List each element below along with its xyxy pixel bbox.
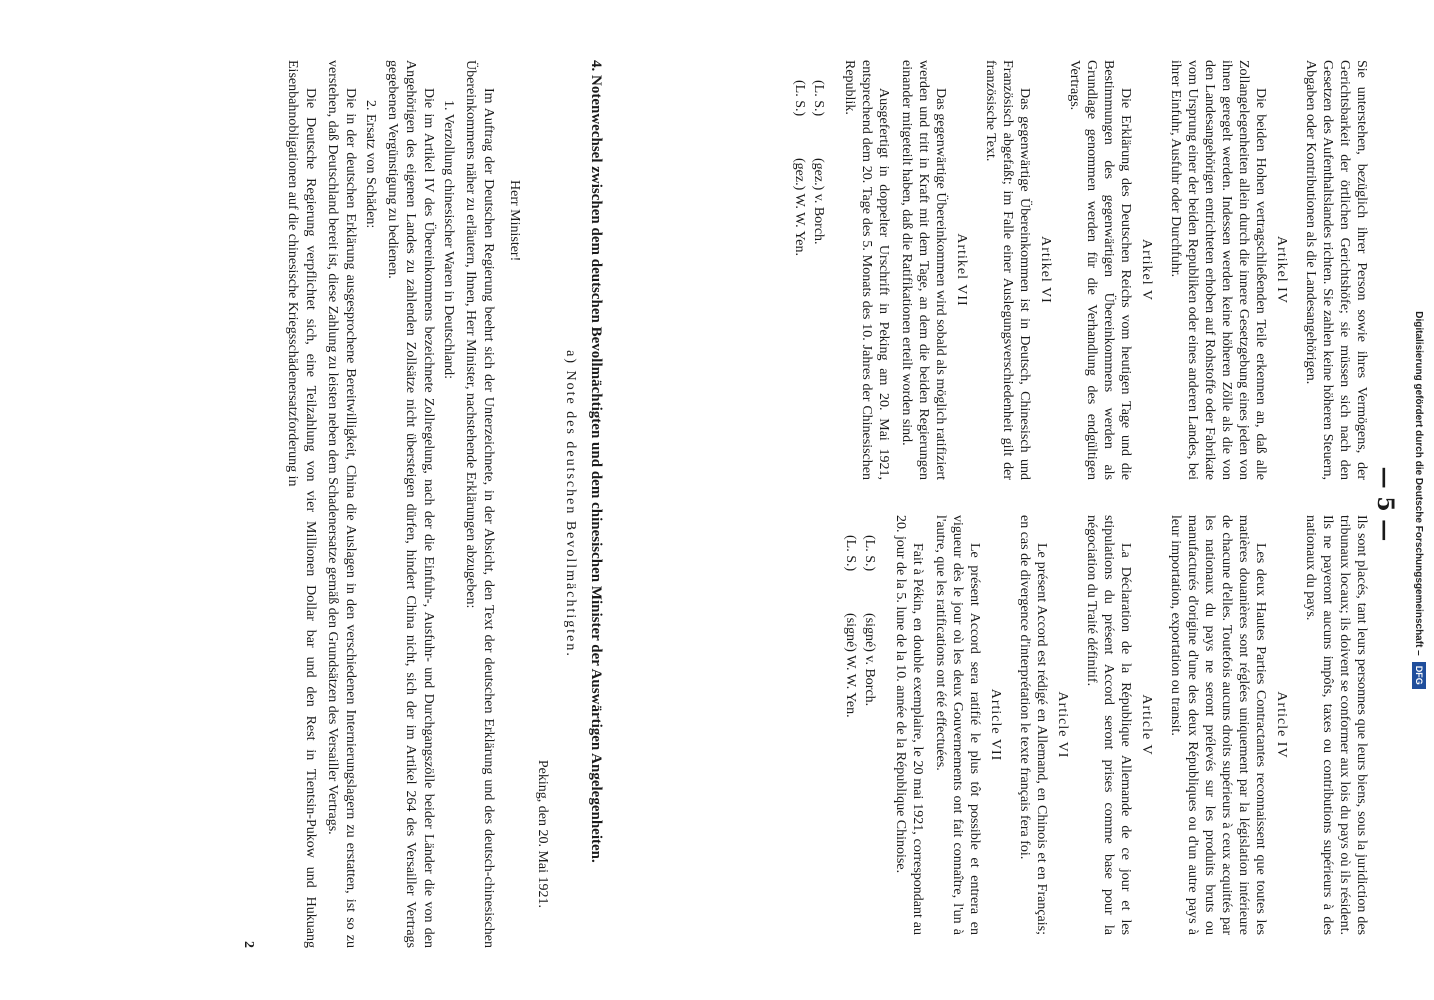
rotated-document-page (140, 60, 1420, 948)
german-column (789, 60, 1370, 480)
french-article-4-title: Article IV (1274, 691, 1289, 759)
french-signature-2: (signé) W. W. Yen. (843, 613, 858, 718)
note-subheading: a) Note des deutschen Bevollmächtigten. (563, 350, 578, 658)
note-item-1: 1. Verzollung chinesischer Waren in Deutschland: (441, 100, 456, 380)
french-signature-1: (signé) v. Borch. (862, 613, 877, 707)
note-paragraph-3: Die in der deutschen Erklärung ausgesprochene Bereitwilligkeit, China die Auslagen in den verschiedenen Internierungslagern zu erstatten, ist so zu verstehen, daß Deutschland bereit ist, diese Zahlung zu leisten neben dem Schadenersatze gemäß den Grundsätzen des Versailler Vertrags. (325, 60, 358, 948)
digitization-credit (1406, 0, 1430, 1000)
german-article-4-text: Die beiden Hohen vertragschließenden Teile erkennen an, daß alle Zollangelegenheiten allein durch die innere Gesetzgebung eines jeden von ihnen geregelt werden. Indessen werden keine höheren Zölle als die von den Landesangehörigen entrichteten erhoben auf Rohstoffe oder Fabrikate vom Ursprung einer der beiden Republiken oder eines anderen Landes, bei ihrer Einfuhr, Ausfuhr oder Durchfuhr. (1168, 60, 1268, 480)
german-article-5-text: Die Erklärung des Deutschen Reichs vom heutigen Tage und die Bestimmungen des gegenwärtigen Übereinkommens werden als Grundlage genommen werden für die Verhandlung des endgültigen Vertrags. (1067, 60, 1133, 480)
french-article-7-title: Article VII (988, 688, 1003, 762)
note-paragraph-2: Die im Artikel IV des Übereinkommens bezeichnete Zollregelung, nach der die Einfuhr-, Ausfuhr- und Durchgangszölle beider Länder die von den Angehörigen des eigenen Landes zu zahlenden Zollsätze nicht übersteigen dürfen, hindert China nicht, sich der im Artikel 264 des Versailler Vertrags gegebenen Vergünstigung zu bedienen. (385, 60, 436, 948)
french-intro: Ils sont placés, tant leurs personnes que leurs biens, sous la juridiction des tribunaux locaux; ils doivent se conformer aux lois du pays où ils résident. Ils ne payeront aucuns impôts, taxes ou contributions supérieurs à des nationaux du pays. (1303, 515, 1369, 935)
section-heading: 4. Notenwechsel zwischen dem deutschen Bevollmächtigten und dem chinesischen Minister der Auswärtigen Angelegenheiten. (588, 60, 604, 863)
german-intro: Sie unterstehen, bezüglich ihrer Person sowie ihres Vermögens, der Gerichtsbarkeit der örtlichen Gerichtshöfe; sie müssen sich nach den Gesetzen des Aufenthaltslandes richten. Sie zahlen keine höheren Steuern, Abgaben oder Kontributionen als die Landesangehörigen. (1303, 60, 1369, 480)
german-seal-2: (L. S.) (792, 80, 807, 117)
german-article-7-dating: Ausgefertigt in doppelter Urschrift in Peking am 20. Mai 1921, entsprechend dem 20. Tage des 5. Monats des 10. Jahres der Chinesischen Republik. (842, 60, 891, 480)
german-article-5-title: Artikel V (1139, 238, 1154, 301)
place-date: Peking, den 20. Mai 1921. (535, 759, 550, 908)
german-signature-1: (gez.) v. Borch. (811, 158, 826, 245)
note-exchange-section (241, 60, 605, 948)
german-signature-2: (gez.) W. W. Yen. (792, 158, 807, 257)
note-item-2: 2. Ersatz von Schäden: (363, 100, 378, 229)
french-article-5-title: Article V (1139, 694, 1154, 756)
french-article-7-dating: Fait à Pékin, en double exemplaire, le 20 mai 1921, correspondant au 20. jour de la 5. lune de la 10. année de la République Chinoise. (893, 515, 925, 935)
page-number: — 5 — (1372, 466, 1398, 542)
french-column (840, 515, 1370, 935)
french-seal-1: (L. S.) (862, 535, 877, 572)
credit-text: Digitalisierung gefördert durch die Deutsche Forschungsgemeinschaft – (1413, 311, 1424, 656)
salutation: Herr Minister! (507, 180, 522, 262)
note-paragraph-1: Im Auftrag der Deutschen Regierung beehrt sich der Unterzeichnete, in der Absicht, den Text der deutschen Erklärung und des deutsch-chinesischen Übereinkommens näher zu erläutern, Ihnen, Herr Minister, nachstehende Erklärungen abzugeben: (463, 60, 496, 948)
french-article-6-text: Le présent Accord est rédigé en Allemand, en Chinois et en Français; en cas de divergence d'interprétation le texte français fera foi. (1017, 515, 1049, 935)
french-seal-2: (L. S.) (843, 535, 858, 572)
german-article-6-title: Artikel VI (1038, 236, 1053, 304)
german-article-7-title: Artikel VII (954, 233, 969, 307)
french-article-5-text: La Déclaration de la République Allemande de ce jour et les stipulations du présent Accord seront prises comme base pour la négociation du Traité définitif. (1084, 515, 1133, 935)
french-article-6-title: Article VI (1055, 691, 1070, 759)
german-seal-1: (L. S.) (811, 80, 826, 117)
sheet-signature-mark: 2 (241, 941, 256, 948)
french-signatures (842, 535, 878, 935)
german-article-6-text: Das gegenwärtige Übereinkommen ist in Deutsch, Chinesisch und Französisch abgefaßt; im Falle einer Auslegungsverschiedenheit gilt der französische Text. (983, 60, 1032, 480)
dfg-logo: DFG (1412, 662, 1426, 689)
french-article-7-text: Le présent Accord sera ratifié le plus tôt possible et entrera en vigueur dès le jour où les deux Gouvernements ont fait connaître, l'un à l'autre, que les ratifications ont été effectuées. (933, 515, 982, 935)
note-paragraph-4: Die Deutsche Regierung verpflichtet sich, eine Teilzahlung von vier Millionen Dollar bar und den Rest in Tientsin-Pukow und Hukuang Eisenbahnobligationen auf die chinesische Kriegsschädenersatzforderung in (285, 60, 318, 948)
german-article-4-title: Artikel IV (1274, 236, 1289, 304)
german-article-7-text: Das gegenwärtige Übereinkommen wird sobald als möglich ratifiziert werden und tritt in Kraft mit dem Tage, an dem die beiden Regierungen einander mitgeteilt haben, daß die Ratifikationen erteilt worden sind. (899, 60, 948, 480)
french-article-4-text: Les deux Hautes Parties Contractantes reconnaissent que toutes les matières douanières sont réglées uniquement par la législation intérieure de chacune d'elles. Toutefois aucuns droits supérieurs à ceux acquittés par les nationaux du pays ne seront prélevés sur les produits bruts ou manufacturés d'origine d'une des deux Républiques ou d'un autre pays à leur importation, exportation ou transit. (1168, 515, 1268, 935)
german-signatures (791, 80, 827, 480)
